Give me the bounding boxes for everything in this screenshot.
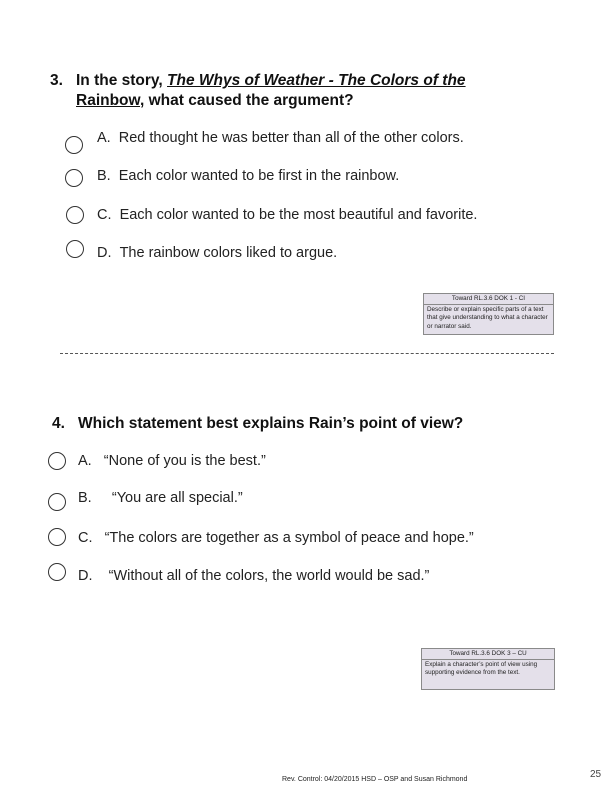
option-text: “The colors are together as a symbol of peace and hope.” bbox=[104, 530, 474, 546]
option-3b-radio[interactable] bbox=[65, 169, 83, 187]
standard-description: Explain a character’s point of view using supporting evidence from the text. bbox=[425, 661, 538, 677]
standard-header: Toward RL.3.6 DOK 3 – CU bbox=[422, 649, 554, 660]
page-number: 25 bbox=[590, 769, 602, 780]
section-divider bbox=[60, 353, 554, 354]
option-3c-radio[interactable] bbox=[66, 206, 84, 224]
standard-box-q4 bbox=[421, 648, 555, 690]
option-text: Red thought he was better than all of the other colors. bbox=[118, 130, 464, 146]
question-3-text bbox=[76, 71, 556, 111]
standard-header: Toward RL.3.6 DOK 1 - CI bbox=[424, 294, 553, 305]
option-text: “Without all of the colors, the world would be sad.” bbox=[108, 568, 430, 584]
option-letter: D. bbox=[78, 568, 93, 584]
question-3-suffix: , what caused the argument? bbox=[140, 92, 354, 109]
option-letter: A. bbox=[97, 130, 111, 146]
question-3-prefix: In the story, bbox=[76, 72, 168, 89]
option-4a-radio[interactable] bbox=[48, 452, 66, 470]
question-3-number: 3. bbox=[50, 72, 63, 89]
option-text: “None of you is the best.” bbox=[103, 453, 266, 469]
option-text: Each color wanted to be the most beautiful and favorite. bbox=[119, 207, 478, 223]
story-title-line2: Rainbow bbox=[76, 92, 141, 109]
option-3b bbox=[97, 168, 399, 184]
option-letter: A. bbox=[78, 453, 92, 469]
option-4c bbox=[78, 530, 474, 546]
option-3d bbox=[97, 245, 337, 261]
question-4-number: 4. bbox=[52, 415, 65, 432]
option-3d-radio[interactable] bbox=[66, 240, 84, 258]
option-3a-radio[interactable] bbox=[65, 136, 83, 154]
option-letter: B. bbox=[78, 490, 92, 506]
option-3c bbox=[97, 207, 477, 223]
option-text: The rainbow colors liked to argue. bbox=[119, 245, 338, 261]
question-4-text: Which statement best explains Rain’s point of view? bbox=[78, 415, 464, 432]
option-text: “You are all special.” bbox=[111, 490, 243, 506]
option-4c-radio[interactable] bbox=[48, 528, 66, 546]
option-letter: C. bbox=[97, 207, 112, 223]
story-title-line1: The Whys of Weather - The Colors of the bbox=[167, 72, 466, 89]
option-letter: B. bbox=[97, 168, 111, 184]
option-4d-radio[interactable] bbox=[48, 563, 66, 581]
standard-box-q3 bbox=[423, 293, 554, 335]
standard-description: Describe or explain specific parts of a text that give understanding to what a character or narrator said. bbox=[427, 306, 548, 330]
option-letter: C. bbox=[78, 530, 93, 546]
option-letter: D. bbox=[97, 245, 112, 261]
option-4a bbox=[78, 453, 266, 469]
option-4b-radio[interactable] bbox=[48, 493, 66, 511]
option-4d bbox=[78, 568, 429, 584]
footer-revision: Rev. Control: 04/20/2015 HSD – OSP and Susan Richmond bbox=[282, 776, 468, 783]
option-text: Each color wanted to be first in the rainbow. bbox=[118, 168, 400, 184]
option-3a bbox=[97, 130, 464, 146]
option-4b bbox=[78, 490, 243, 506]
